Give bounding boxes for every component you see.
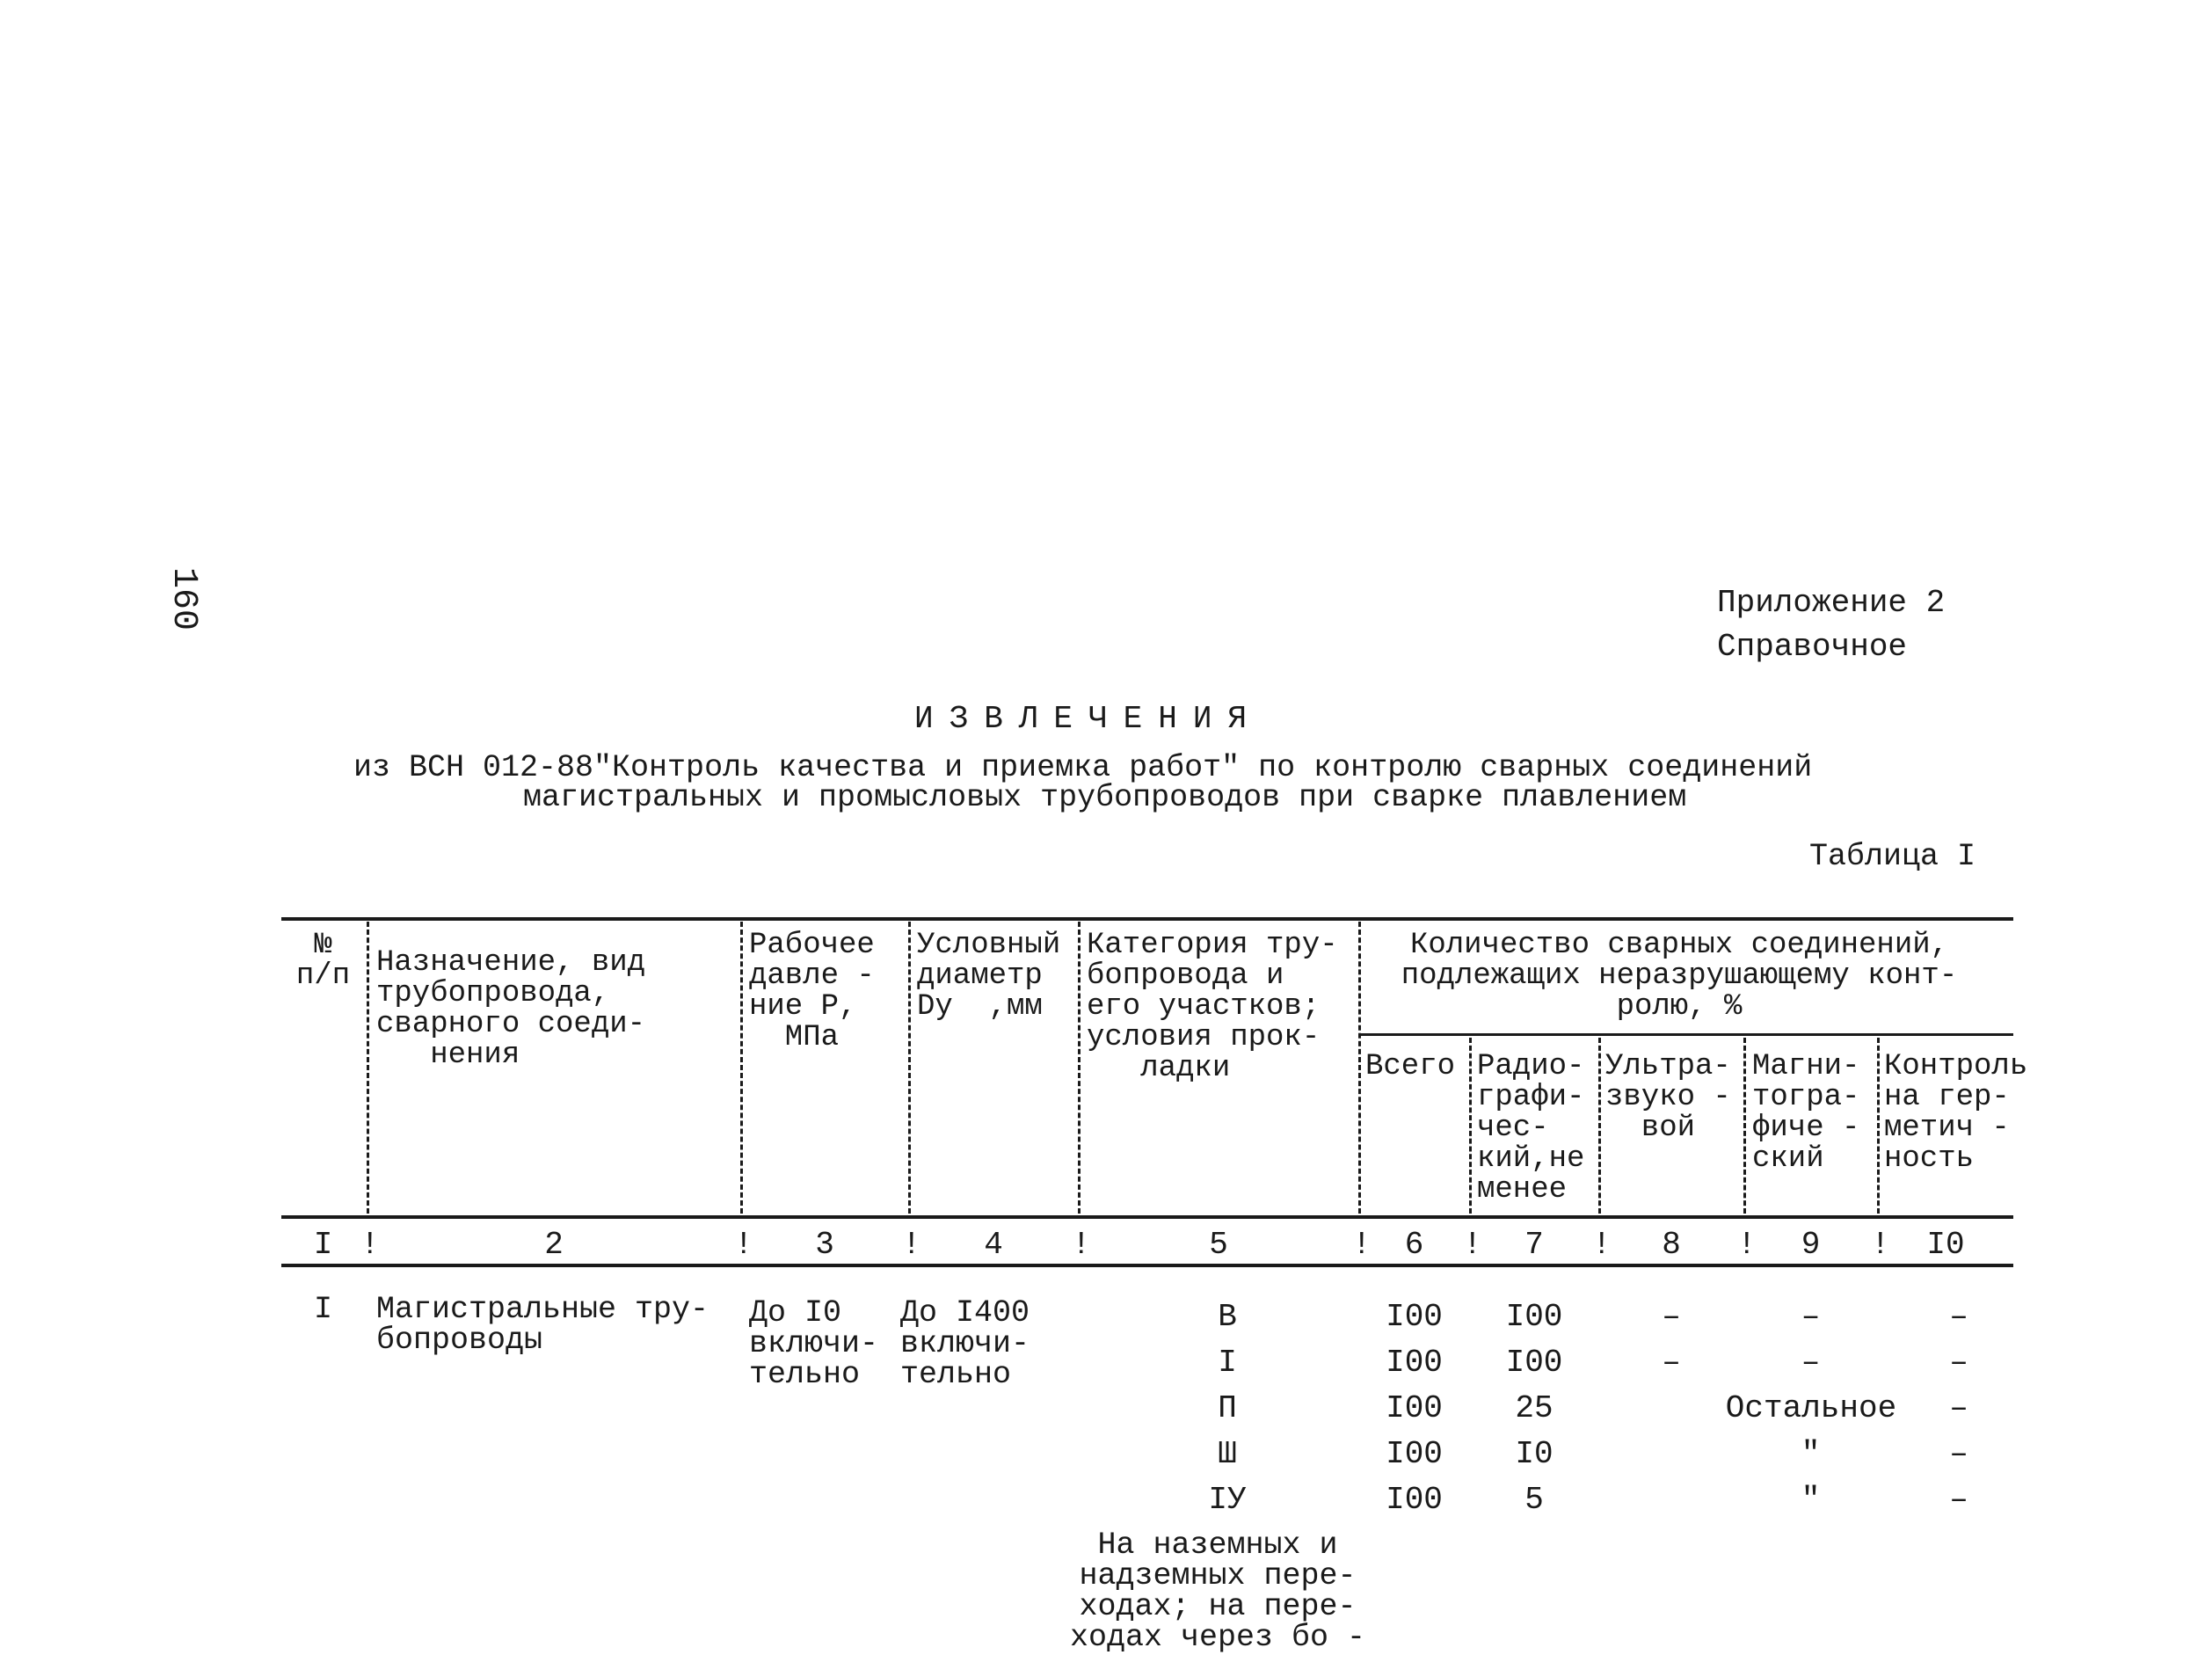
tightness-value: – xyxy=(1949,1345,1968,1381)
magnetographic-value: – xyxy=(1801,1299,1821,1335)
column-number-separator: ! xyxy=(734,1227,753,1263)
tightness-value: – xyxy=(1949,1482,1968,1518)
document-subtitle-line-2: магистральных и промысловых трубопроводов при сварке плавлением xyxy=(523,780,1687,815)
column-number-separator: ! xyxy=(1871,1227,1890,1263)
magnetographic-value: Остальное xyxy=(1725,1390,1897,1426)
column-numbers-rule xyxy=(281,1264,2013,1267)
appendix-type: Справочное xyxy=(1717,629,1908,665)
column-divider xyxy=(1743,1038,1746,1214)
row-number: I xyxy=(313,1292,332,1327)
column-divider xyxy=(1358,922,1361,1214)
radiographic-value: I00 xyxy=(1505,1299,1563,1335)
radiographic-value: 5 xyxy=(1524,1482,1544,1518)
column-number-separator: ! xyxy=(1352,1227,1372,1263)
column-number: 9 xyxy=(1801,1227,1821,1263)
header-magnetographic: Магни- тогра- фиче - ский xyxy=(1752,1050,1860,1176)
category-value: В xyxy=(1218,1299,1237,1335)
category-note: На наземных и надземных пере- ходах; на пере- ходах через бо - xyxy=(1069,1527,1366,1655)
table-label: Таблица I xyxy=(1809,839,1976,874)
header-category: Категория тру- бопровода и его участков; условия прок- ладки xyxy=(1087,929,1338,1085)
column-number: 2 xyxy=(544,1227,564,1263)
header-diameter: Условный диаметр Dу ,мм xyxy=(917,929,1061,1024)
category-value: Ш xyxy=(1218,1436,1237,1472)
header-total: Всего xyxy=(1365,1050,1456,1083)
column-number: I0 xyxy=(1926,1227,1965,1263)
tightness-value: – xyxy=(1949,1299,1968,1335)
row-diameter: До I400 включи- тельно xyxy=(900,1295,1030,1392)
column-number: 5 xyxy=(1209,1227,1228,1263)
table-top-rule xyxy=(281,917,2013,921)
header-pressure: Рабочее давле - ние Р, МПа xyxy=(749,929,875,1054)
total-value: I00 xyxy=(1386,1390,1443,1426)
header-purpose: Назначение, вид трубопровода, сварного соеди- нения xyxy=(376,946,646,1072)
column-number-separator: ! xyxy=(1463,1227,1482,1263)
column-number: 7 xyxy=(1524,1227,1544,1263)
column-divider xyxy=(1598,1038,1601,1214)
header-row-number: № п/п xyxy=(295,929,351,993)
column-number-separator: ! xyxy=(1737,1227,1757,1263)
magnetographic-value: " xyxy=(1801,1436,1821,1472)
group-header-rule xyxy=(1358,1033,2013,1036)
column-divider xyxy=(367,922,369,1214)
total-value: I00 xyxy=(1386,1345,1443,1381)
document-title: ИЗВЛЕЧЕНИЯ xyxy=(914,701,1263,737)
column-divider xyxy=(740,922,743,1214)
appendix-label: Приложение 2 xyxy=(1717,585,1946,621)
total-value: I00 xyxy=(1386,1436,1443,1472)
column-number: 3 xyxy=(815,1227,834,1263)
row-purpose: Магистральные тру- бопроводы xyxy=(376,1292,709,1358)
column-divider xyxy=(908,922,911,1214)
radiographic-value: 25 xyxy=(1515,1390,1553,1426)
column-number-separator: ! xyxy=(902,1227,921,1263)
page-number: 160 xyxy=(164,567,203,631)
header-ultrasonic: Ультра- звуко - вой xyxy=(1605,1050,1731,1145)
category-value: I xyxy=(1218,1345,1237,1381)
header-tightness: Контроль на гер- метич - ность xyxy=(1884,1050,2028,1176)
category-value: IУ xyxy=(1208,1482,1247,1518)
row-pressure: До I0 включи- тельно xyxy=(749,1295,879,1392)
column-divider xyxy=(1469,1038,1472,1214)
total-value: I00 xyxy=(1386,1482,1443,1518)
header-weld-count-group: Количество сварных соединений, подлежащих неразрушающему конт- ролю, % xyxy=(1401,929,1958,1024)
ultrasonic-value: – xyxy=(1662,1299,1681,1335)
magnetographic-value: – xyxy=(1801,1345,1821,1381)
column-number-separator: ! xyxy=(1072,1227,1091,1263)
column-divider xyxy=(1078,922,1081,1214)
column-number: I xyxy=(313,1227,333,1263)
header-bottom-rule xyxy=(281,1215,2013,1219)
magnetographic-value: " xyxy=(1801,1482,1821,1518)
category-value: П xyxy=(1218,1390,1237,1426)
column-number: 4 xyxy=(984,1227,1003,1263)
tightness-value: – xyxy=(1949,1390,1968,1426)
header-radiographic: Радио- графи- чес- кий,не менее xyxy=(1477,1050,1585,1207)
document-subtitle-line-1: из ВСН 012-88"Контроль качества и приемка работ" по контролю сварных соединений xyxy=(353,750,1813,785)
total-value: I00 xyxy=(1386,1299,1443,1335)
ultrasonic-value: – xyxy=(1662,1345,1681,1381)
tightness-value: – xyxy=(1949,1436,1968,1472)
column-number-separator: ! xyxy=(1592,1227,1612,1263)
column-divider xyxy=(1877,1038,1880,1214)
radiographic-value: I0 xyxy=(1515,1436,1553,1472)
radiographic-value: I00 xyxy=(1505,1345,1563,1381)
column-number: 6 xyxy=(1404,1227,1424,1263)
column-number-separator: ! xyxy=(360,1227,380,1263)
column-number: 8 xyxy=(1662,1227,1681,1263)
